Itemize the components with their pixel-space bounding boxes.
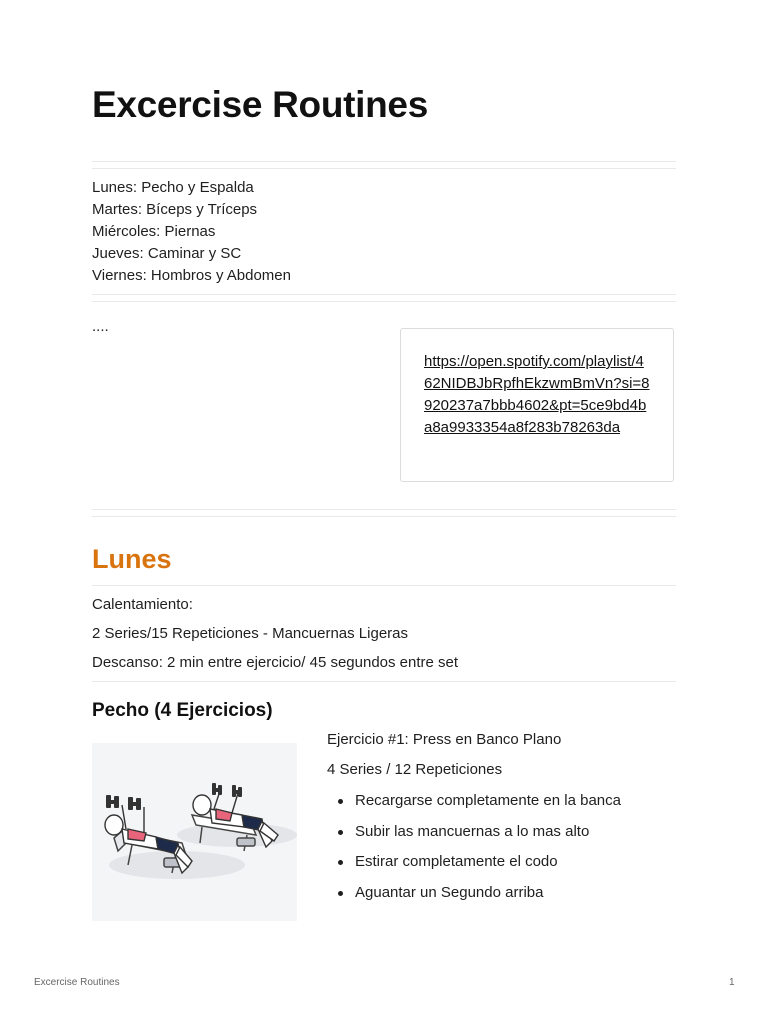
subsection-heading-pecho: Pecho (4 Ejercicios) — [92, 700, 273, 721]
list-item: Recargarse completamente en la banca — [327, 789, 621, 820]
bench-press-illustration — [92, 743, 297, 921]
bench-press-image — [92, 743, 297, 921]
list-item: Aguantar un Segundo arriba — [327, 881, 621, 912]
spotify-link-card — [400, 328, 674, 482]
section-heading-lunes: Lunes — [92, 544, 172, 574]
divider — [92, 681, 676, 682]
exercise-title: Ejercicio #1: Press en Banco Plano — [327, 731, 562, 748]
exercise-tips-list — [327, 789, 621, 911]
divider — [92, 301, 676, 302]
list-item: Subir las mancuernas a lo mas alto — [327, 820, 621, 851]
schedule-item: Lunes: Pecho y Espalda — [92, 179, 254, 196]
divider — [92, 516, 676, 517]
divider — [92, 168, 676, 169]
list-item: Estirar completamente el codo — [327, 850, 621, 881]
exercise-sets: 4 Series / 12 Repeticiones — [327, 761, 503, 778]
schedule-item: Martes: Bíceps y Tríceps — [92, 201, 258, 218]
divider — [92, 585, 676, 586]
divider — [92, 509, 676, 510]
page-title: Excercise Routines — [92, 84, 428, 125]
placeholder-dots: .... — [92, 318, 109, 335]
schedule-item: Miércoles: Piernas — [92, 223, 216, 240]
rest-info: Descanso: 2 min entre ejercicio/ 45 segundos entre set — [92, 654, 459, 671]
weekly-schedule — [92, 177, 291, 287]
divider — [92, 161, 676, 162]
spotify-playlist-link[interactable]: https://open.spotify.com/playlist/462NIDBJbRpfhEkzwmBmVn?si=8920237a7bbb4602&pt=5ce9bd4ba8a9933354a8f283b78263da — [424, 353, 650, 436]
page-number: 1 — [729, 977, 735, 988]
footer-title: Excercise Routines — [34, 977, 120, 988]
warmup-detail: 2 Series/15 Repeticiones - Mancuernas Ligeras — [92, 625, 409, 642]
divider — [92, 294, 676, 295]
schedule-item: Viernes: Hombros y Abdomen — [92, 267, 291, 284]
warmup-label: Calentamiento: — [92, 596, 193, 613]
schedule-item: Jueves: Caminar y SC — [92, 245, 242, 262]
